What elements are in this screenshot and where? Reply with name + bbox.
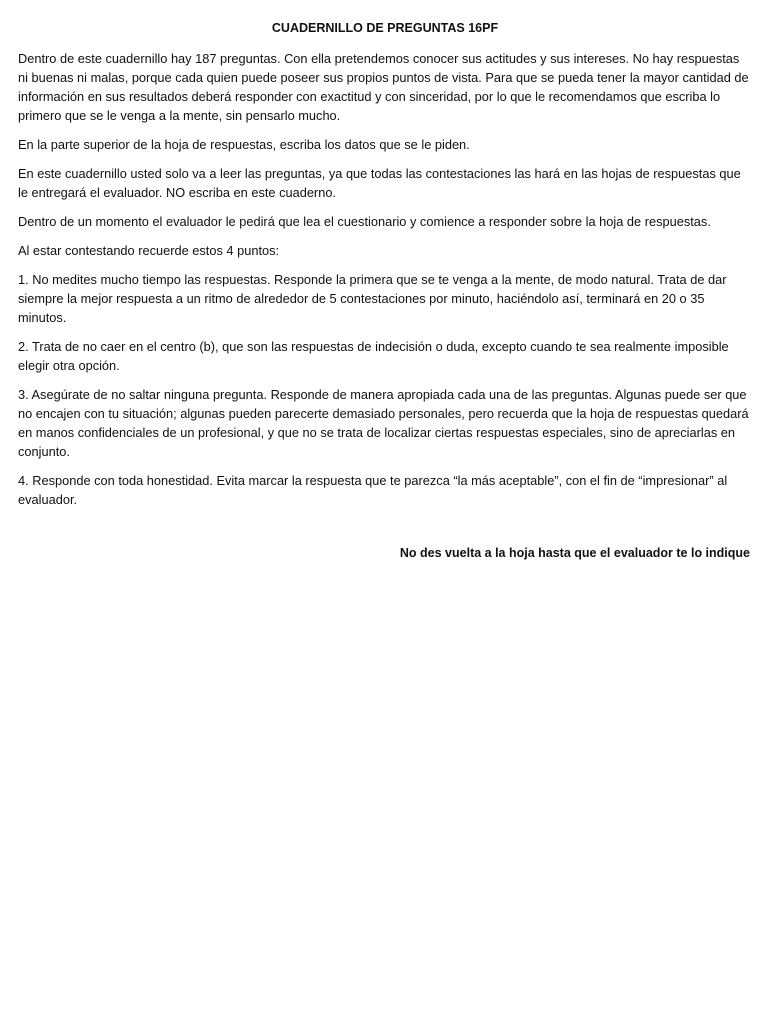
intro-paragraph: Dentro de este cuadernillo hay 187 preguntas. Con ella pretendemos conocer sus actitudes y sus intereses. No hay respuestas ni buenas ni malas, porque cada quien puede poseer sus propios puntos de vista. Para que se pueda tener la mayor cantidad de información en sus resultados deberá responder con exactitud y con sinceridad, por lo que le recomendamos que escriba lo primero que se le venga a la mente, sin pensarlo mucho. bbox=[18, 51, 749, 123]
point-3-paragraph: 3. Asegúrate de no saltar ninguna pregunta. Responde de manera apropiada cada una de las preguntas. Algunas puede ser que no encajen con tu situación; algunas pueden parecerte demasiado personales, pero recuerda que la hoja de respuestas quedará en manos confidenciales de un profesional, y que no se trata de localizar ciertas respuestas especiales, sino de apreciarlas en conjunto. bbox=[18, 387, 749, 459]
answer-sheet-paragraph: En este cuadernillo usted solo va a leer las preguntas, ya que todas las contestaciones las hará en las hojas de respuestas que le entregará el evaluador. NO escriba en este cuaderno. bbox=[18, 166, 741, 200]
closing-instruction: No des vuelta a la hoja hasta que el evaluador te lo indique bbox=[399, 546, 750, 560]
point-4-paragraph: 4. Responde con toda honestidad. Evita marcar la respuesta que te parezca “la más aceptable”, con el fin de “impresionar” al evaluador. bbox=[18, 473, 728, 507]
point-1-paragraph: 1. No medites mucho tiempo las respuestas. Responde la primera que se te venga a la mente, de modo natural. Trata de dar siempre la mejor respuesta a un ritmo de alrededor de 5 contestaciones por minuto, haciéndolo así, terminará en 20 o 35 minutos. bbox=[18, 272, 727, 325]
document-body bbox=[18, 20, 752, 519]
start-instructions-paragraph: Dentro de un momento el evaluador le pedirá que lea el cuestionario y comience a responder sobre la hoja de respuestas. bbox=[18, 214, 711, 229]
points-intro-paragraph: Al estar contestando recuerde estos 4 puntos: bbox=[18, 243, 280, 258]
document-title: CUADERNILLO DE PREGUNTAS 16PF bbox=[271, 21, 499, 35]
header-instructions-paragraph: En la parte superior de la hoja de respuestas, escriba los datos que se le piden. bbox=[18, 137, 470, 152]
point-2-paragraph: 2. Trata de no caer en el centro (b), que son las respuestas de indecisión o duda, excepto cuando te sea realmente imposible elegir otra opción. bbox=[18, 339, 729, 373]
